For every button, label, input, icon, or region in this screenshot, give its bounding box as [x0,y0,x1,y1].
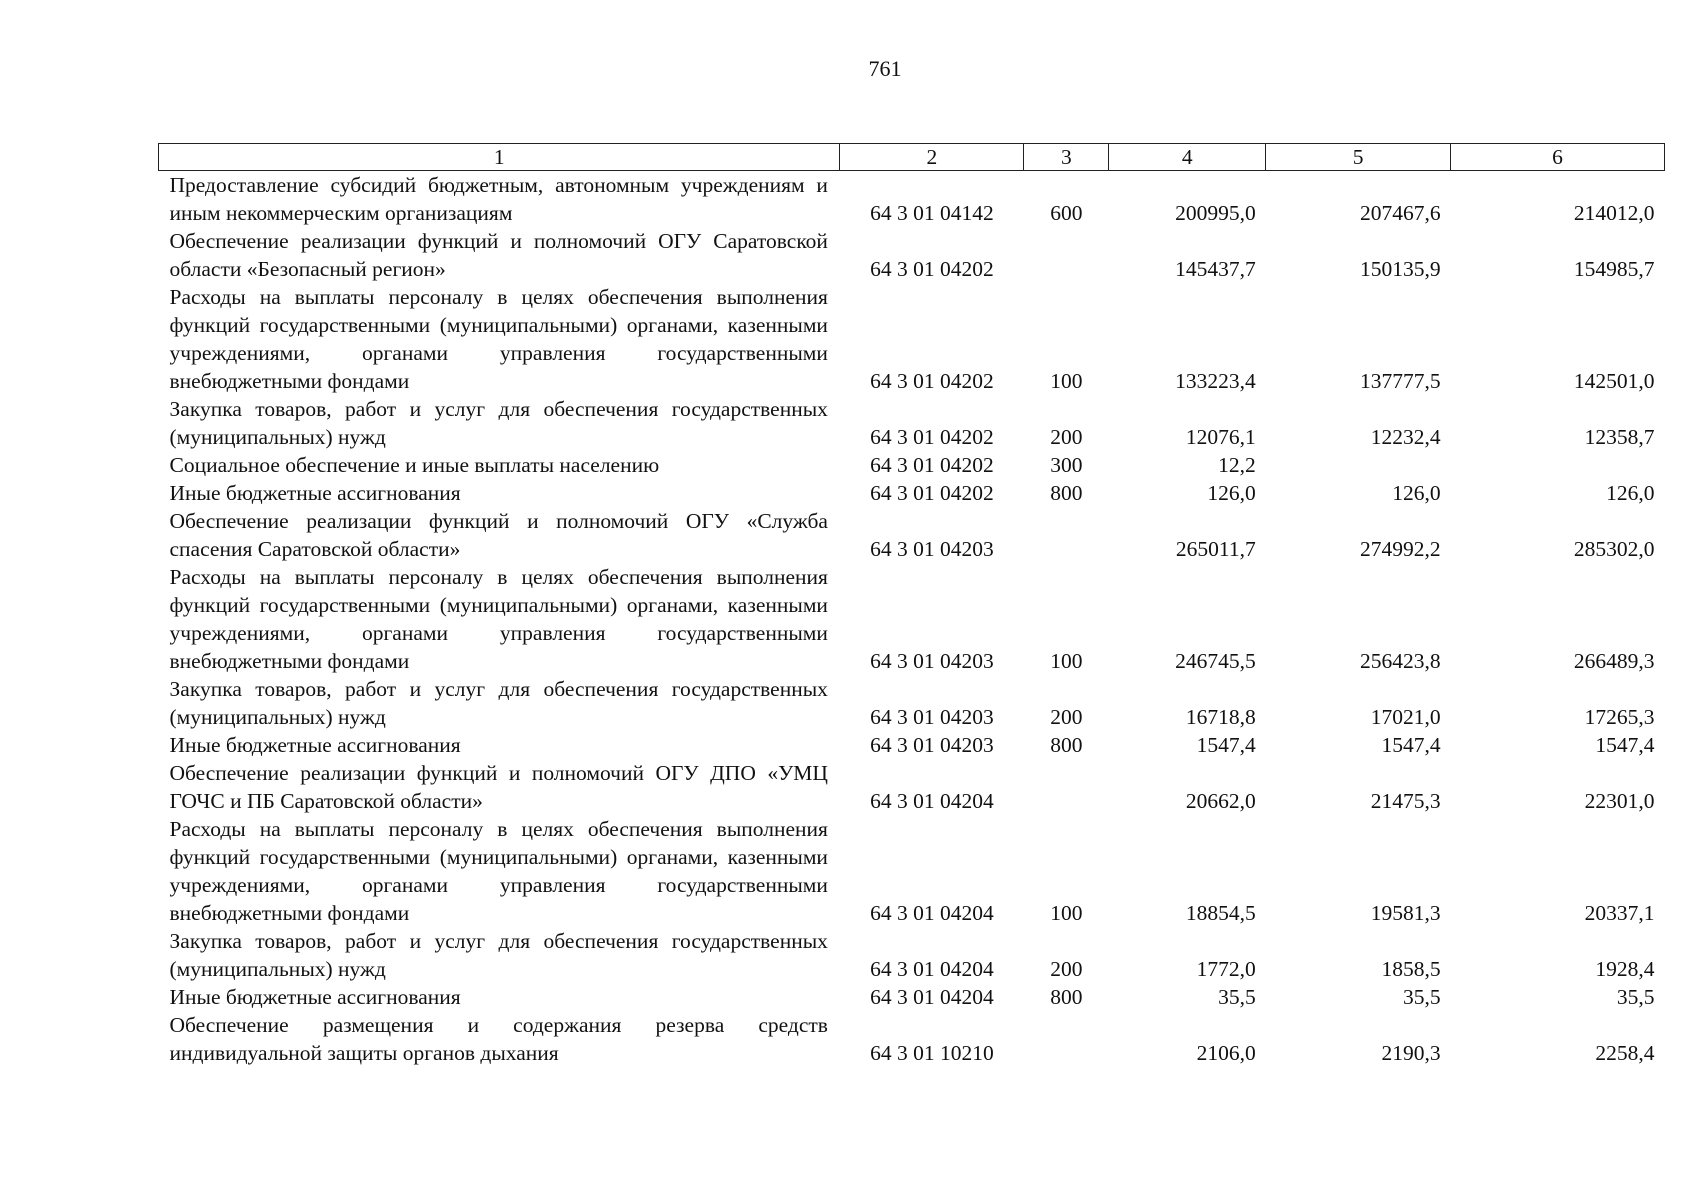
target-code: 64 3 01 10210 [870,1041,994,1065]
expense-type: 200 [1050,425,1083,449]
header-row [159,144,1665,171]
expense-name: Иные бюджетные ассигнования [169,985,461,1009]
amount-col-6: 1547,4 [1595,733,1655,757]
amount-col-4: 20662,0 [1185,789,1256,813]
target-code: 64 3 01 04202 [870,257,994,281]
column-header-2: 2 [840,144,1024,171]
table-row [159,227,1665,283]
amount-col-5: 1858,5 [1381,957,1441,981]
expense-type: 300 [1050,453,1083,477]
amount-col-4: 1547,4 [1196,733,1256,757]
amount-col-6 [1451,451,1665,479]
expense-type: 100 [1050,369,1083,393]
amount-col-6: 214012,0 [1573,201,1655,225]
column-header-4: 4 [1109,144,1266,171]
table-row [159,731,1665,759]
expense-name: Социальное обеспечение и иные выплаты населению [169,453,660,477]
table-row [159,171,1665,228]
target-code: 64 3 01 04202 [870,481,994,505]
amount-col-4: 133223,4 [1175,369,1256,393]
amount-col-5: 1547,4 [1381,733,1441,757]
expense-type: 800 [1050,481,1083,505]
target-code: 64 3 01 04204 [870,985,994,1009]
amount-col-4: 35,5 [1218,985,1256,1009]
amount-col-5: 19581,3 [1370,901,1441,925]
expense-name: Иные бюджетные ассигнования [169,481,461,505]
target-code: 64 3 01 04142 [870,201,994,225]
expense-name: Обеспечение реализации функций и полномочий ОГУ «Служба спасения Саратовской области» [169,509,828,561]
target-code: 64 3 01 04203 [870,705,994,729]
amount-col-5: 207467,6 [1359,201,1441,225]
amount-col-4: 200995,0 [1175,201,1256,225]
amount-col-4: 265011,7 [1175,537,1256,561]
amount-col-6: 12358,7 [1584,425,1655,449]
amount-col-6: 2258,4 [1595,1041,1655,1065]
expense-type: 200 [1050,957,1083,981]
expense-name: Расходы на выплаты персоналу в целях обеспечения выполнения функций государственными (муниципальными) органами, казенными учреждениями, органами управления государственными внебюджетными фондами [169,285,828,393]
amount-col-4: 1772,0 [1196,957,1256,981]
expense-type: 100 [1050,901,1083,925]
target-code: 64 3 01 04204 [870,901,994,925]
target-code: 64 3 01 04202 [870,425,994,449]
expense-type: 600 [1050,201,1083,225]
table-row [159,815,1665,927]
expense-type: 200 [1050,705,1083,729]
table-header [159,144,1665,171]
target-code: 64 3 01 04204 [870,957,994,981]
amount-col-5: 274992,2 [1359,537,1441,561]
amount-col-5 [1266,451,1451,479]
amount-col-5: 12232,4 [1370,425,1441,449]
budget-table [158,143,1665,1067]
amount-col-6: 35,5 [1616,985,1655,1009]
amount-col-6: 22301,0 [1584,789,1655,813]
target-code: 64 3 01 04202 [870,453,994,477]
expense-name: Закупка товаров, работ и услуг для обеспечения государственных (муниципальных) нужд [169,677,828,729]
amount-col-6: 20337,1 [1584,901,1655,925]
amount-col-5: 150135,9 [1359,257,1441,281]
target-code: 64 3 01 04202 [870,369,994,393]
table-body [159,171,1665,1068]
expense-name: Предоставление субсидий бюджетным, автономным учреждениям и иным некоммерческим организациям [169,173,828,225]
table-row [159,395,1665,451]
amount-col-4: 12076,1 [1185,425,1256,449]
target-code: 64 3 01 04204 [870,789,994,813]
amount-col-4: 246745,5 [1175,649,1256,673]
expense-type: 800 [1050,985,1083,1009]
table-row [159,1011,1665,1067]
table-row [159,759,1665,815]
expense-name: Расходы на выплаты персоналу в целях обеспечения выполнения функций государственными (муниципальными) органами, казенными учреждениями, органами управления государственными внебюджетными фондами [169,565,828,673]
table-row [159,507,1665,563]
table-row [159,983,1665,1011]
expense-name: Обеспечение реализации функций и полномочий ОГУ Саратовской области «Безопасный регион» [169,229,828,281]
column-header-1: 1 [159,144,840,171]
amount-col-4: 126,0 [1207,481,1256,505]
expense-name: Обеспечение реализации функций и полномочий ОГУ ДПО «УМЦ ГОЧС и ПБ Саратовской области» [169,761,828,813]
amount-col-5: 17021,0 [1370,705,1441,729]
amount-col-5: 126,0 [1392,481,1441,505]
amount-col-5: 2190,3 [1381,1041,1441,1065]
expense-type: 800 [1050,733,1083,757]
amount-col-4: 2106,0 [1196,1041,1256,1065]
expense-name: Обеспечение размещения и содержания резерва средств индивидуальной защиты органов дыхания [169,1013,828,1065]
expense-type: 100 [1050,649,1083,673]
column-header-3: 3 [1024,144,1109,171]
table-row [159,479,1665,507]
amount-col-5: 256423,8 [1359,649,1441,673]
table-row [159,563,1665,675]
target-code: 64 3 01 04203 [870,649,994,673]
expense-type [1024,227,1109,283]
expense-type [1024,1011,1109,1067]
table-row [159,927,1665,983]
amount-col-4: 18854,5 [1185,901,1256,925]
amount-col-6: 142501,0 [1573,369,1655,393]
column-header-5: 5 [1266,144,1451,171]
expense-name: Иные бюджетные ассигнования [169,733,461,757]
page-number: 761 [868,56,902,81]
table-row [159,451,1665,479]
expense-type [1024,759,1109,815]
amount-col-5: 21475,3 [1370,789,1441,813]
amount-col-6: 126,0 [1606,481,1655,505]
amount-col-6: 1928,4 [1595,957,1655,981]
amount-col-5: 137777,5 [1359,369,1441,393]
amount-col-4: 145437,7 [1175,257,1256,281]
target-code: 64 3 01 04203 [870,733,994,757]
target-code: 64 3 01 04203 [870,537,994,561]
amount-col-6: 266489,3 [1573,649,1655,673]
amount-col-6: 17265,3 [1584,705,1655,729]
expense-name: Расходы на выплаты персоналу в целях обеспечения выполнения функций государственными (муниципальными) органами, казенными учреждениями, органами управления государственными внебюджетными фондами [169,817,828,925]
expense-type [1024,507,1109,563]
table-row [159,675,1665,731]
expense-name: Закупка товаров, работ и услуг для обеспечения государственных (муниципальных) нужд [169,929,828,981]
amount-col-4: 12,2 [1218,453,1256,477]
amount-col-4: 16718,8 [1185,705,1256,729]
amount-col-6: 154985,7 [1573,257,1655,281]
column-header-6: 6 [1451,144,1665,171]
amount-col-6: 285302,0 [1573,537,1655,561]
amount-col-5: 35,5 [1402,985,1441,1009]
expense-name: Закупка товаров, работ и услуг для обеспечения государственных (муниципальных) нужд [169,397,828,449]
table-row [159,283,1665,395]
